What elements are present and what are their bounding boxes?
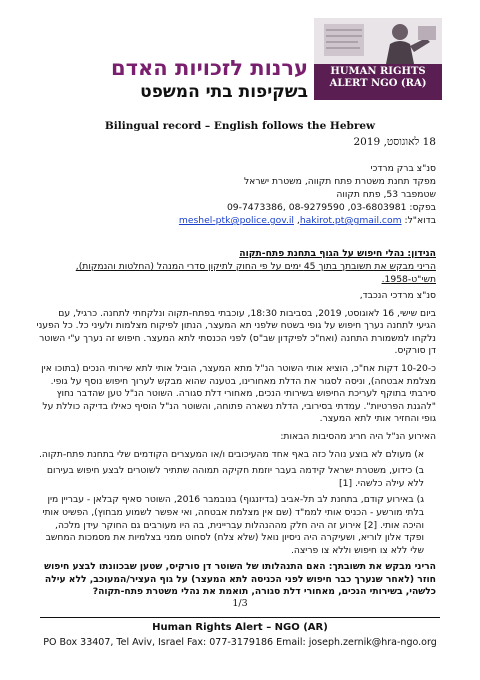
recipient-street: שטמפבר 53, פתח תקווה <box>336 189 436 200</box>
bilingual-note: Bilingual record – English follows the Hebrew <box>104 120 376 132</box>
email-link-hakirot[interactable]: hakirot.pt@gmail.com <box>299 215 402 226</box>
list-item-c: ג) באירוע קודם, בתחנת לב תל-אביב (בדיזנגוף) בנובמבר 2016, השוטר סאיף קבלאן - עבריין מין בלתי מורשע - הכניס אותי לממ"ד (שם אין מצלמת אבטחה, ואי אפשר לשמוע מבחוץ), הפשיט אותי והיכה אותי. [2] אירוע זה היה חלק מההנהלות עבריינית, בה היו מעורבים גם החוקר עידן מלכה, ופקד אלון לוריא, ושעיקרה היה ניסיון נואל (שלא צלח) לסחוט ממני בצלמיות את מסמכות המחשב שלי ללא צו חיפוש וללא צו פריצה. <box>42 494 424 556</box>
list-item-a: א) מעולם לא בוצע נוהל כזה באף אחד מהעיכובים ו/או המעצרים הקודמים שלי בתחנת פתח-תקוה. <box>38 448 424 460</box>
list-item-b: ב) כידוע, משטרת ישראל קידמה בעבר יוזמת חקיקה תמוהה שתתיר לשוטרים לבצע חיפוש בעירום ללא עילה כלשהי. [1] <box>46 465 424 489</box>
recipient-title: מפקד תחנת משטרת פתח תקווה, משטרת ישראל <box>243 176 436 187</box>
page-number: 1/3 <box>232 598 248 609</box>
salutation: סנ"צ מרדכי הנכבד, <box>359 290 436 301</box>
paragraph-1: ביום שישי, 16 לאוגוסט, 2019, בסביבות 18:30, עוכבתי בפתח-תקוה ונלקחתי לתחנה. כרגיל, עם הגיעי לתחנה נערך חיפוש על גופי בשטח שלפני תא המעצר, הנתון לפיקוח מצלמות ולעיני כל. כל הפעני נלקחו למשמורת התחנה (ואח"כ לפיקדון שב"ס) לפני הכנסתי לתא המעצר. חיפוש זה נערך ע"י השוטר דן סורקיס. <box>36 307 436 357</box>
paragraph-2: כ-10-20 דקות אח"כ, הוציא אותי השוטר הנ"ל מתא המעצר, הוביל אותי לתא שירותי הנכים (בתוכו אין מצלמת אבטחה), וניסה לסגור את הדלת מאחורינו, בטענה שהוא מבקש לערוך חיפוש נוסף על גופי. סירבתי בתוקף לעריכת החיפוש בשירותי הנכים, מאחורי דלת סגורה. השוטר הנ"ל טען שהדבר נחוץ "להגנת הפרטיות". עמדתי בסירובי, הדלת נשארה פתוחה, והשוטר הנ"ל הוסיף כאילו בדיקה כוללת על גופי והחזיר אותי לתא המעצר. <box>41 362 436 425</box>
logo-text: HUMAN RIGHTS ALERT NGO (RA) <box>329 66 427 89</box>
email-label: בדוא"ל: <box>404 215 436 226</box>
org-subtitle-hebrew: בשקיפות בתי המשפט <box>140 82 308 102</box>
email-link-meshel[interactable]: meshel-ptk@police.gov.il <box>178 215 294 226</box>
recipient-name: סנ"צ ברק מרדכי <box>370 163 436 174</box>
footer-org: Human Rights Alert – NGO (AR) <box>152 622 328 633</box>
subject-block <box>36 247 436 286</box>
org-logo <box>314 18 442 100</box>
recipient-fax: בפקס: 03-6803981, 08-9279590 ,09-7473386 <box>226 202 436 213</box>
subject-line: הנידון: נהלי חיפוש על הגוף בתחנת פתח-תקוה <box>239 248 436 259</box>
paragraph-3: האירוע הנ"ל היה חריג מהסיבות הבאות: <box>280 430 436 442</box>
email-separator: , <box>293 215 300 226</box>
recipient-email-line <box>36 214 436 227</box>
footer-contact: PO Box 33407, Tel Aviv, Israel Fax: 077-3179186 Email: joseph.zernik@hra-ngo.org <box>43 637 437 648</box>
letter-body <box>36 290 436 604</box>
request-line: הריני מבקש את תשובתך בתוך 45 ימים על פי החוק לתיקון סדרי המנהל (החלטות והנמקות), תשי"ט-1958. <box>75 261 436 285</box>
closing-request: הריני מבקש את תשובתך: האם התנהלותו של השוטר דן סורקיס, שטען שבכוונתו לבצע חיפוש חוזר (לאחר שנערך כבר חיפוש לפני הכניסה לתא המעצר) על גוף העציר/המעוכב, ללא עילה כלשהי, בשירותי הנכים, מאחורי דלת סגורה, תואמת את נהלי משטרת פתח-תקוה? <box>44 561 436 598</box>
letter-date: 18 לאוגוסט, 2019 <box>353 136 436 148</box>
footer-divider <box>40 617 440 618</box>
recipient-address <box>36 162 436 227</box>
org-title-hebrew: ערנות לזכויות האדם <box>111 56 308 80</box>
